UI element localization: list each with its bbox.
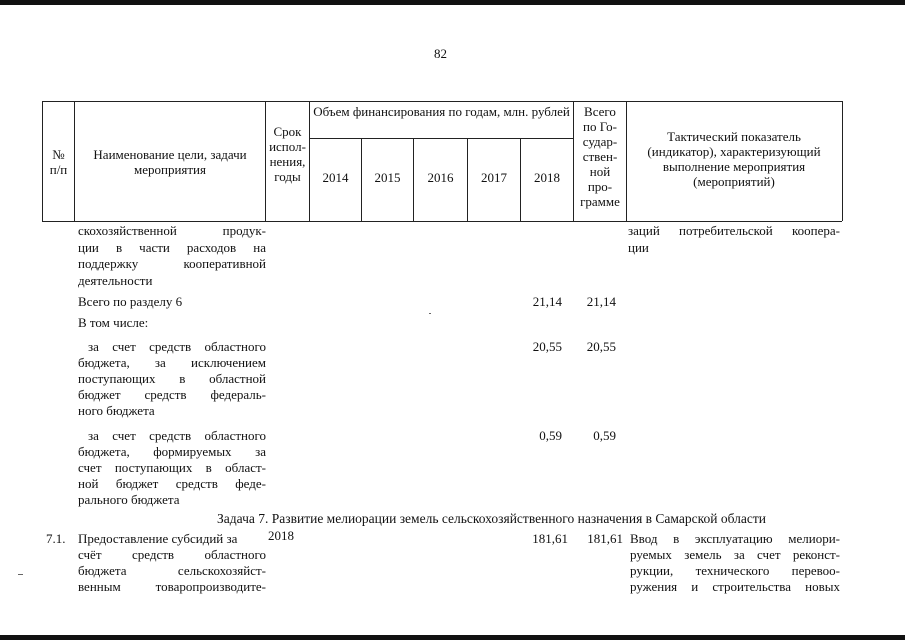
section-total-program: 21,14: [586, 294, 616, 309]
item-7-1-total: 181,61: [587, 531, 623, 546]
section-total-2018: 21,14: [532, 294, 562, 309]
including-label: В том числе:: [78, 315, 149, 330]
page-number: 82: [434, 46, 447, 61]
header-year-2016: 2016: [427, 170, 454, 185]
bottom-border: [0, 635, 905, 640]
item-7-1-number: 7.1.: [46, 531, 66, 546]
header-year-2017: 2017: [481, 170, 507, 185]
header-indicator: Тактический показатель (индикатор), характеризующий выполнение мероприятия (мероприятий): [647, 129, 821, 189]
task-7-heading: Задача 7. Развитие мелиорации земель сельскохозяйственного назначения в Самарской области: [217, 511, 766, 526]
header-total: Всего по Го- судар- ствен- ной про- грамме: [580, 104, 620, 209]
regional-budget-total: 20,55: [586, 339, 616, 354]
header-num: № п/п: [49, 147, 68, 177]
item-7-1-term: 2018: [268, 528, 294, 543]
federal-transfer-2018: 0,59: [539, 428, 562, 443]
header-year-2015: 2015: [374, 170, 401, 185]
header-year-2018: 2018: [534, 170, 560, 185]
scan-speck: [18, 574, 23, 575]
item-7-1-2018: 181,61: [532, 531, 568, 546]
header-funding: Объем финансирования по годам, млн. рублей: [313, 104, 570, 119]
section-total-label: Всего по разделу 6: [78, 294, 183, 309]
top-border: [0, 0, 905, 5]
scan-speck: [429, 313, 431, 314]
header-year-2014: 2014: [322, 170, 349, 185]
regional-budget-2018: 20,55: [532, 339, 562, 354]
header-term: Срок испол- нения, годы: [269, 124, 306, 184]
federal-transfer-total: 0,59: [593, 428, 616, 443]
header-name: Наименование цели, задачи мероприятия: [93, 147, 247, 177]
